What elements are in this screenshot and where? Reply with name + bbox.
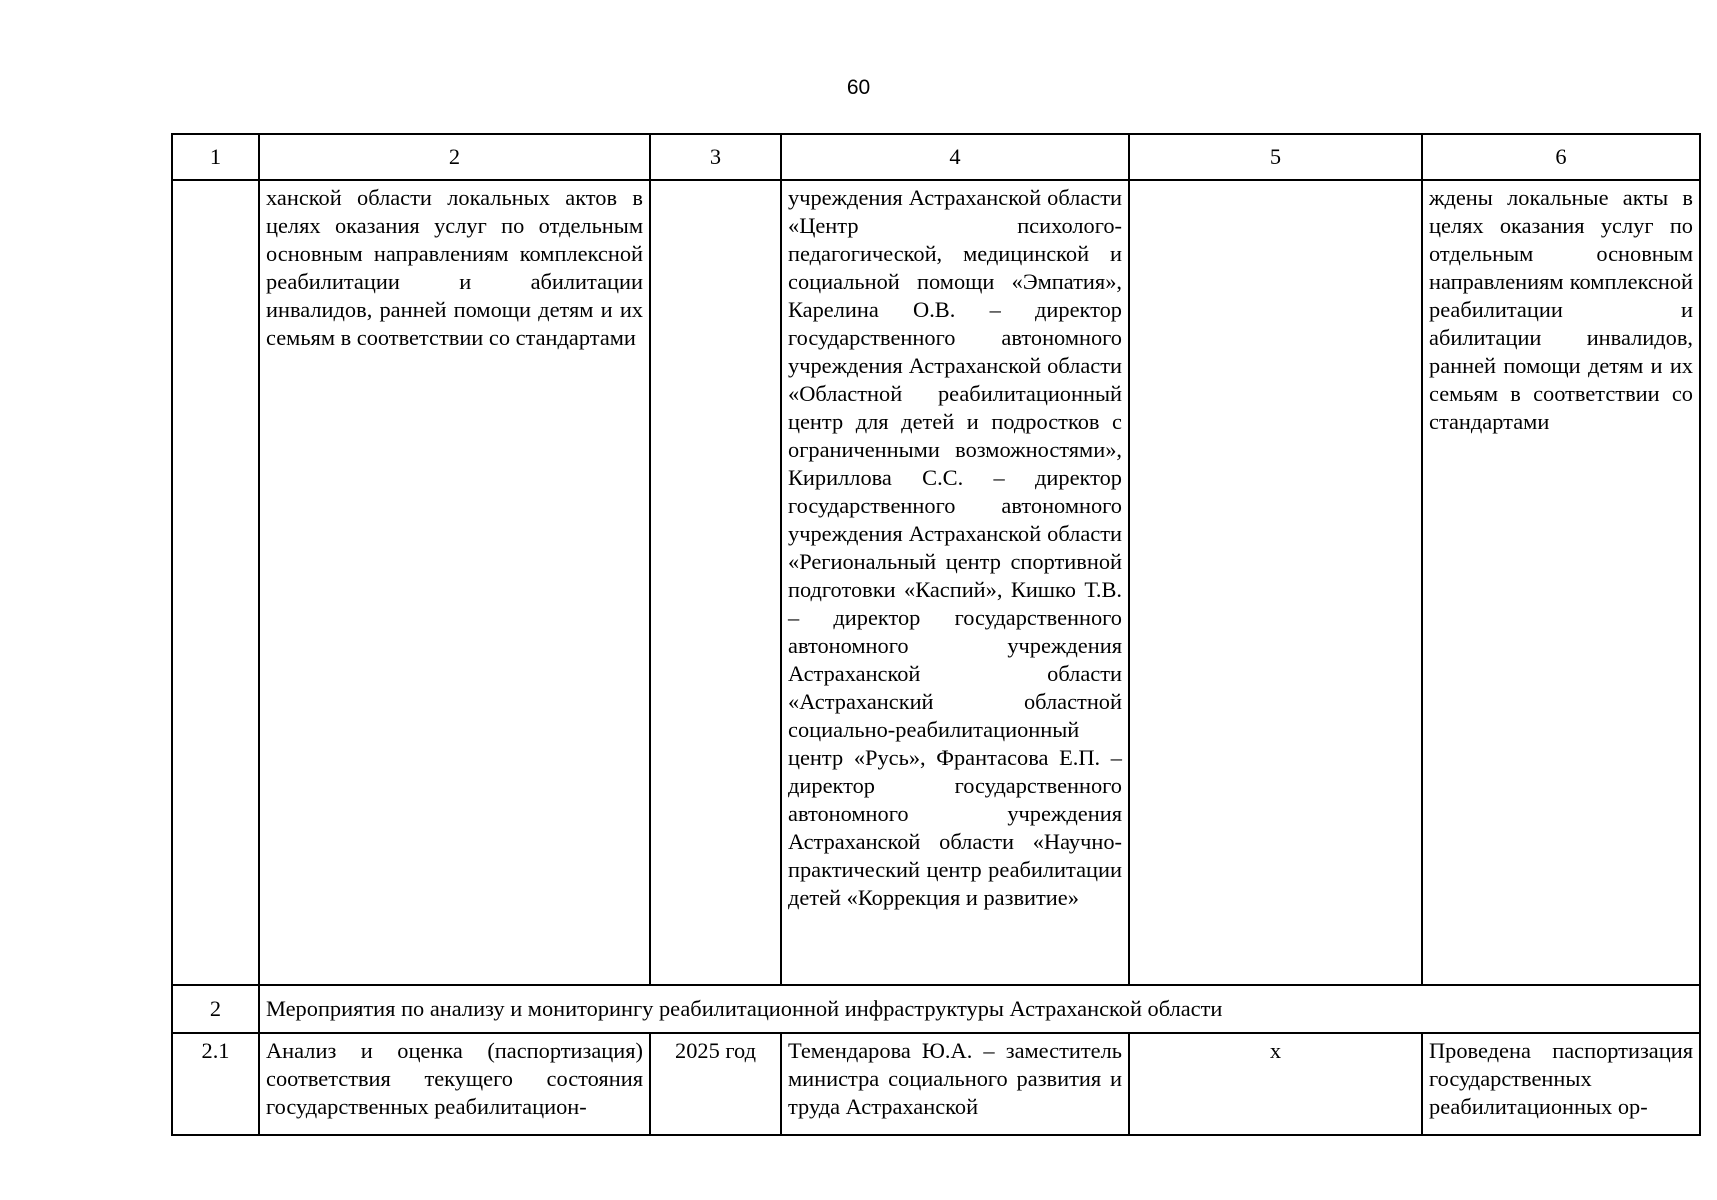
header-cell-5: 5 <box>1129 134 1422 180</box>
cell-activity: ханской области локальных актов в целях оказания услуг по отдельным основным направлениям комплексной реабилитации и абилитации инвалидов, ранней помощи детям и их семьям в соответствии со стандартами <box>259 180 650 985</box>
section-number: 2 <box>172 985 259 1033</box>
cell-number <box>172 180 259 985</box>
header-cell-2: 2 <box>259 134 650 180</box>
cell-responsible: Темендарова Ю.А. – заместитель министра социального развития и труда Астраханской <box>781 1033 1129 1135</box>
table-row-2-1 <box>172 1033 1700 1135</box>
table-section-row <box>172 985 1700 1033</box>
cell-result: ждены локальные акты в целях оказания услуг по отдельным основным направлениям комплексной реабилитации и абилитации инвалидов, ранней помощи детям и их семьям в соответствии со стандартами <box>1422 180 1700 985</box>
cell-result: Проведена паспортизация государственных реабилитационных ор- <box>1422 1033 1700 1135</box>
cell-responsible: учреждения Астраханской области «Центр психолого-педагогической, медицинской и социальной помощи «Эмпатия», Карелина О.В. – директор государственного автономного учреждения Астраханской области «Областной реабилитационный центр для детей и подростков с ограниченными возможностями», Кириллова С.С. – директор государственного автономного учреждения Астраханской области «Региональный центр спортивной подготовки «Каспий», Кишко Т.В. – директор государственного автономного учреждения Астраханской области «Астраханский областной социально-реабилитационный центр «Русь», Франтасова Е.П. – директор государственного автономного учреждения Астраханской области «Научно-практический центр реабилитации детей «Коррекция и развитие» <box>781 180 1129 985</box>
header-cell-3: 3 <box>650 134 781 180</box>
header-cell-4: 4 <box>781 134 1129 180</box>
section-title: Мероприятия по анализу и мониторингу реабилитационной инфраструктуры Астраханской области <box>259 985 1700 1033</box>
cell-deadline: 2025 год <box>650 1033 781 1135</box>
table-header-row <box>172 134 1700 180</box>
header-cell-6: 6 <box>1422 134 1700 180</box>
cell-col5: х <box>1129 1033 1422 1135</box>
page-number: 60 <box>846 76 871 99</box>
table-row-continuation <box>172 180 1700 985</box>
cell-number: 2.1 <box>172 1033 259 1135</box>
header-cell-1: 1 <box>172 134 259 180</box>
cell-activity: Анализ и оценка (паспортизация) соответствия текущего состояния государственных реабилитацион- <box>259 1033 650 1135</box>
cell-col5 <box>1129 180 1422 985</box>
activities-table <box>171 133 1701 1136</box>
cell-deadline <box>650 180 781 985</box>
